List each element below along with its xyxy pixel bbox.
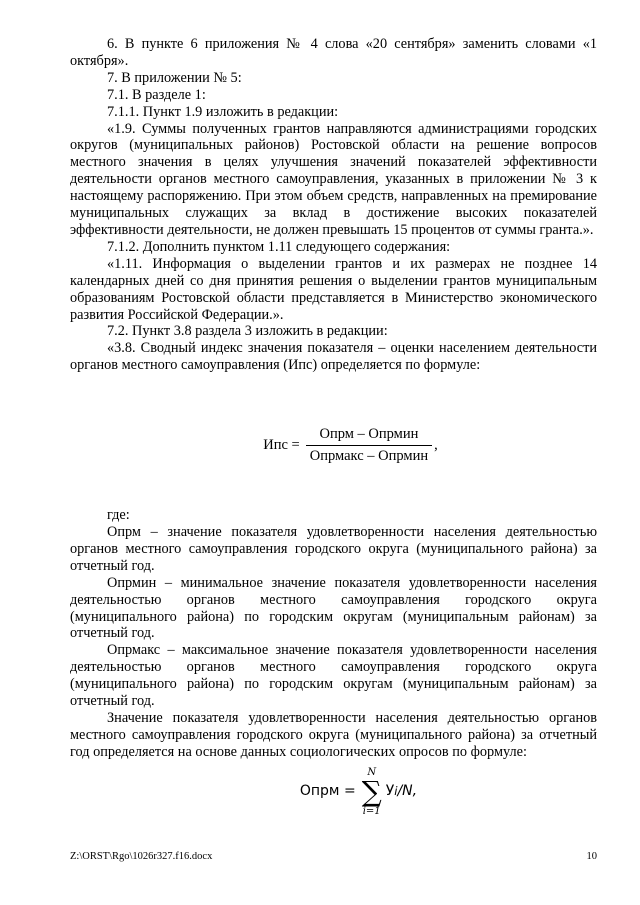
paragraph-7: 7. В приложении № 5: [107, 69, 242, 86]
where-label: где: [107, 507, 130, 524]
ips-denominator: Опрмакс – Опрмин [309, 448, 429, 465]
paragraph-oprm-intro: Значение показателя удовлетворенности населения деятельностью органов местного самоуправления городского округа (муниципального района) за отчетный год определяется на основе данных социологических опросов по формуле: [70, 710, 597, 760]
ips-formula-tail: , [434, 437, 438, 454]
document-page [70, 36, 597, 817]
page-number: 10 [586, 851, 597, 862]
definition-oprmaks: Опрмакс – максимальное значение показателя удовлетворенности населения деятельностью органов местного самоуправления городского округа (муниципального района) по городским округам (муниципальным районам) за отчетный год. [70, 642, 597, 710]
paragraph-7-1-1: 7.1.1. Пункт 1.9 изложить в редакции: [107, 103, 339, 120]
ips-formula-lhs: Ипс = [263, 437, 300, 454]
paragraph-7-1-2: 7.1.2. Дополнить пунктом 1.11 следующего содержания: [107, 238, 451, 255]
paragraph-7-1: 7.1. В разделе 1: [107, 86, 206, 103]
definition-oprm: Опрм – значение показателя удовлетворенности населения деятельностью органов местного самоуправления городского округа (муниципального района) за отчетный год. [70, 524, 597, 574]
paragraph-7-2: 7.2. Пункт 3.8 раздела 3 изложить в редакции: [107, 323, 388, 340]
summation [362, 767, 382, 817]
sigma-symbol: ∑ [361, 774, 382, 808]
paragraph-1-11: «1.11. Информация о выделении грантов и их размерах не позднее 14 календарных дней со дня принятия решения о выделении грантов муниципальным образованиям Ростовской области представляется в Министерство экономического развития Российской Федерации.». [70, 255, 597, 323]
sum-term: У [385, 783, 395, 800]
ips-numerator: Опрм – Опрмин [319, 426, 419, 443]
file-path: Z:\ORST\Rgo\1026r327.f16.docx [70, 851, 213, 862]
paragraph-6: 6. В пункте 6 приложения № 4 слова «20 сентября» заменить словами «1 октября». [70, 36, 597, 69]
sum-upper-limit: N [367, 766, 377, 778]
page-footer [70, 851, 597, 863]
paragraph-3-8: «3.8. Сводный индекс значения показателя – оценки населением деятельности органов местного самоуправления (Ипс) определяется по формуле: [70, 340, 597, 374]
ips-formula [70, 425, 597, 466]
paragraph-1-9: «1.9. Суммы полученных грантов направляются администрациями городских округов (муниципальных районов) Ростовской области на решение вопросов местного значения в целях улучшения значений показателей эффективности деятельности органов местного самоуправления, указанных в приложении № 3 к настоящему распоряжению. При этом объем средств, направленных на премирование муниципальных служащих за вклад в достижение высоких показателей эффективности деятельности, не должен превышать 15 процентов от суммы гранта.». [70, 120, 597, 238]
sum-term-subscript: i [394, 784, 398, 799]
definition-oprmin: Опрмин – минимальное значение показателя удовлетворенности населения деятельностью органов местного самоуправления городского округа (муниципального района) по городским округам (муниципальным районам) за отчетный год. [70, 574, 597, 642]
oprm-formula [70, 767, 597, 817]
ips-fraction [306, 425, 432, 466]
sum-lower-limit: i=1 [362, 805, 381, 817]
oprm-formula-lhs: Опрм = [299, 783, 356, 800]
oprm-formula-tail: /N, [397, 783, 418, 800]
